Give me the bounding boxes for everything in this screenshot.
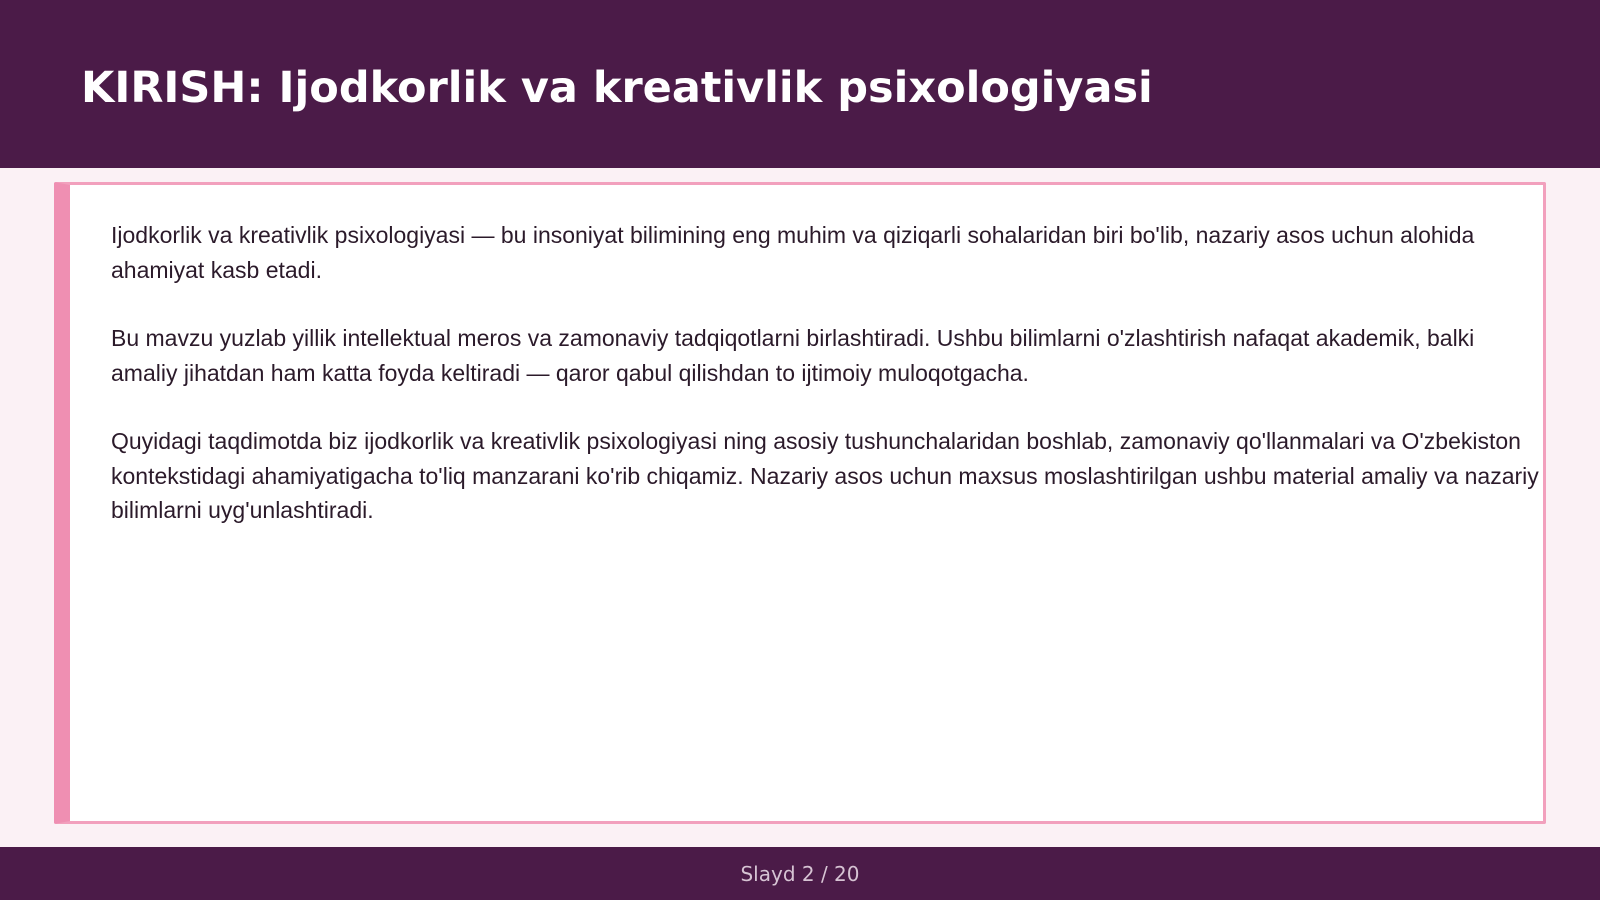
paragraph: Bu mavzu yuzlab yillik intellektual meros va zamonaviy tadqiqotlarni birlashtiradi. Ushbu bilimlarni o'zlashtirish nafaqat akademik, balki amaliy jihatdan ham katta foyda keltiradi — qaror qabul qilishdan to ijtimoiy muloqotgacha.	[111, 325, 1475, 386]
slide-title: KIRISH: Ijodkorlik va kreativlik psixologiyasi	[81, 63, 1153, 113]
content-card	[54, 182, 1546, 824]
paragraph: Ijodkorlik va kreativlik psixologiyasi — bu insoniyat bilimining eng muhim va qiziqarli sohalaridan biri bo'lib, nazariy asos uchun alohida ahamiyat kasb etadi.	[111, 222, 1475, 283]
slide-counter: Slayd 2 / 20	[740, 862, 860, 886]
slide-footer	[0, 847, 1600, 900]
slide-header	[0, 0, 1600, 168]
paragraph: Quyidagi taqdimotda biz ijodkorlik va kreativlik psixologiyasi ning asosiy tushunchalaridan boshlab, zamonaviy qo'llanmalari va O'zbekiston kontekstidagi ahamiyatigacha to'liq manzarani ko'rib chiqamiz. Nazariy asos uchun maxsus moslashtirilgan ushbu material amaliy va nazariy bilimlarni uyg'unlashtiradi.	[111, 428, 1539, 523]
content-body	[111, 218, 1541, 562]
